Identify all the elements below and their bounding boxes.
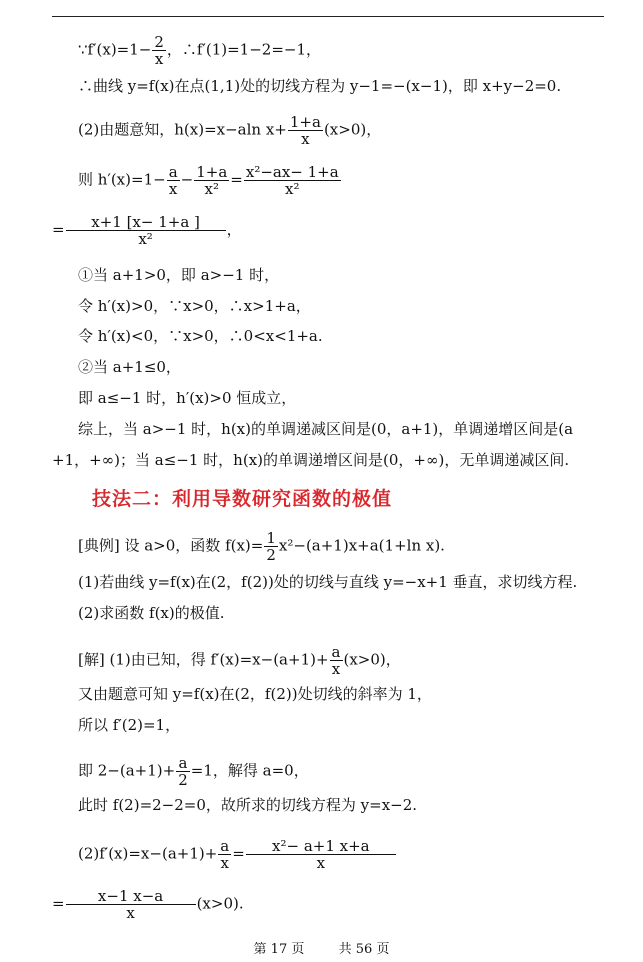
line-11: 综上，当 a>−1 时，h(x)的单调递减区间是(0，a+1)，单调递增区间是(a bbox=[78, 420, 574, 438]
section-title: 技法二：利用导数研究函数的极值 bbox=[92, 488, 393, 510]
fraction bbox=[176, 755, 190, 788]
line-7: 令 h′(x)>0，∵x>0，∴x>1+a， bbox=[78, 297, 311, 315]
text: (2)f′(x)=x−(a+1)+ bbox=[78, 844, 218, 863]
text: (2)由题意知，h(x)=x−aln x+ bbox=[78, 120, 287, 139]
fraction-numerator: a bbox=[220, 837, 230, 855]
line-21 bbox=[78, 838, 397, 871]
fraction-numerator: x−1 x−a bbox=[66, 888, 196, 905]
fraction bbox=[66, 214, 226, 247]
fraction-denominator: 2 bbox=[266, 546, 276, 564]
line-10: 即 a≤−1 时，h′(x)>0 恒成立， bbox=[78, 389, 297, 407]
text: = bbox=[52, 220, 65, 239]
fraction bbox=[167, 164, 180, 197]
text: = bbox=[232, 844, 245, 863]
text: = bbox=[230, 170, 243, 189]
line-17: 又由题意可知 y=f(x)在(2，f(2))处切线的斜率为 1， bbox=[78, 685, 432, 703]
line-3 bbox=[78, 114, 381, 147]
page-number: 第 17 页 bbox=[253, 942, 305, 957]
fraction-denominator: x bbox=[331, 660, 341, 678]
line-1 bbox=[78, 34, 321, 67]
fraction-numerator: 1+a bbox=[196, 163, 228, 181]
line-20: 此时 f(2)=2−2=0，故所求的切线方程为 y=x−2. bbox=[78, 796, 418, 814]
line-6: ①当 a+1>0，即 a>−1 时， bbox=[78, 266, 280, 284]
text: [典例] 设 a>0，函数 f(x)= bbox=[78, 536, 264, 555]
text: x²−(a+1)x+a(1+ln x). bbox=[278, 536, 445, 555]
fraction-numerator: a bbox=[331, 643, 341, 661]
fraction-denominator: x bbox=[168, 180, 178, 198]
fraction-denominator: x bbox=[220, 854, 229, 872]
fraction-denominator: x bbox=[316, 854, 326, 872]
line-13 bbox=[78, 530, 445, 563]
line-19 bbox=[78, 755, 309, 788]
line-8: 令 h′(x)<0，∵x>0，∴0<x<1+a. bbox=[78, 327, 323, 345]
fraction bbox=[330, 644, 343, 677]
fraction-denominator: 2 bbox=[178, 771, 188, 789]
fraction bbox=[244, 164, 341, 197]
fraction-denominator: x bbox=[154, 50, 164, 68]
line-22 bbox=[52, 888, 244, 921]
line-9: ②当 a+1≤0， bbox=[78, 358, 181, 376]
text: 则 h′(x)=1− bbox=[78, 170, 166, 189]
text: (x>0)， bbox=[343, 650, 401, 669]
text: = bbox=[52, 894, 65, 913]
fraction-numerator: x²− a+1 x+a bbox=[246, 838, 396, 855]
text: ，∴f′(1)=1−2=−1， bbox=[166, 40, 322, 59]
text: ， bbox=[226, 220, 242, 239]
text: ∵f′(x)=1− bbox=[78, 40, 152, 59]
text: [解] (1)由已知，得 f′(x)=x−(a+1)+ bbox=[78, 650, 329, 669]
line-15: (2)求函数 f(x)的极值. bbox=[78, 604, 225, 622]
text: 即 2−(a+1)+ bbox=[78, 761, 176, 780]
fraction bbox=[66, 888, 196, 921]
fraction-numerator: 1+a bbox=[289, 113, 321, 131]
fraction bbox=[264, 530, 278, 563]
text: =1，解得 a=0， bbox=[190, 761, 309, 780]
fraction bbox=[152, 34, 166, 67]
fraction bbox=[246, 838, 396, 871]
text: − bbox=[180, 170, 194, 189]
fraction bbox=[288, 114, 323, 147]
fraction-numerator: 2 bbox=[154, 33, 164, 51]
fraction-denominator: x bbox=[126, 904, 135, 922]
fraction-numerator: a bbox=[176, 755, 190, 772]
line-12: +1，+∞)；当 a≤−1 时，h(x)的单调递增区间是(0，+∞)，无单调递减区间. bbox=[52, 451, 570, 469]
fraction-denominator: x² bbox=[285, 180, 300, 198]
line-5 bbox=[52, 214, 242, 247]
page-footer bbox=[0, 938, 643, 957]
line-4 bbox=[78, 164, 342, 197]
fraction-denominator: x² bbox=[138, 230, 153, 248]
line-18: 所以 f′(2)=1， bbox=[78, 716, 181, 734]
page-total: 共 56 页 bbox=[338, 942, 390, 957]
fraction-numerator: 1 bbox=[266, 529, 276, 547]
line-2: ∴曲线 y=f(x)在点(1,1)处的切线方程为 y−1=−(x−1)，即 x+y−2=0. bbox=[78, 77, 562, 95]
fraction bbox=[194, 164, 229, 197]
fraction-numerator: x²−ax− 1+a bbox=[245, 163, 339, 181]
fraction-denominator: x² bbox=[204, 180, 219, 198]
text: (x>0). bbox=[196, 894, 244, 913]
header-rule bbox=[52, 16, 604, 17]
line-14: (1)若曲线 y=f(x)在(2，f(2))处的切线与直线 y=−x+1 垂直，求切线方程. bbox=[78, 573, 578, 591]
fraction-numerator: a bbox=[168, 163, 178, 181]
fraction-numerator: x+1 [x− 1+a ] bbox=[66, 214, 226, 231]
fraction bbox=[218, 838, 231, 871]
line-16 bbox=[78, 644, 401, 677]
text: (x>0)， bbox=[323, 120, 382, 139]
fraction-denominator: x bbox=[301, 130, 310, 148]
